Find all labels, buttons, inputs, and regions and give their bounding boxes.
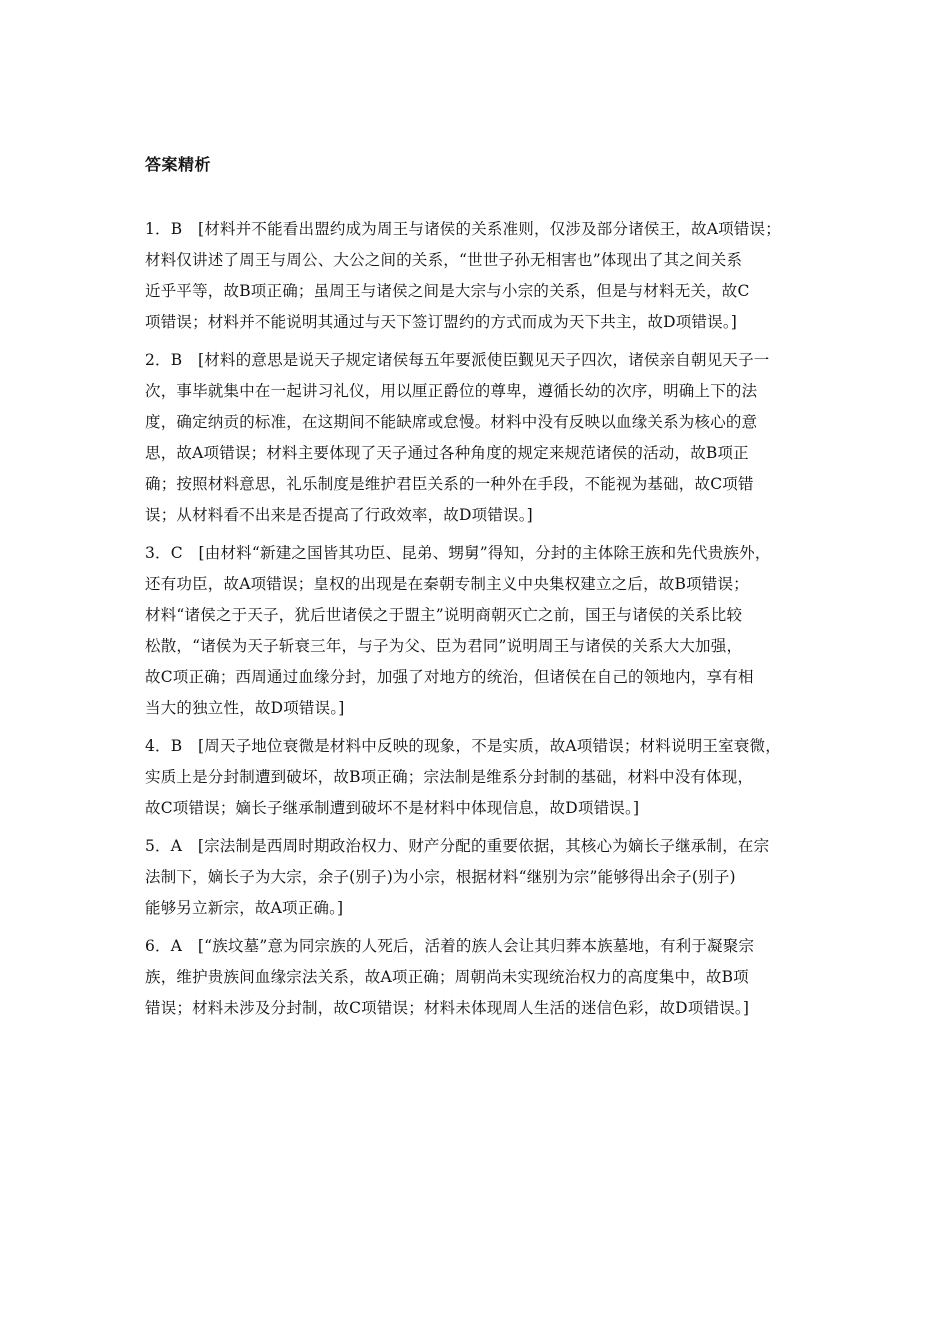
answer-line: 1．B [材料并不能看出盟约成为周王与诸侯的关系准则，仅涉及部分诸侯王，故A项错误； bbox=[145, 220, 781, 238]
answer-item-2 bbox=[145, 345, 820, 531]
answer-item-1 bbox=[145, 214, 820, 338]
answer-line: 材料“诸侯之于天子，犹后世诸侯之于盟主”说明商朝灭亡之前，国王与诸侯的关系比较 bbox=[145, 606, 743, 624]
answer-line: 实质上是分封制遭到破坏，故B项正确；宗法制是维系分封制的基础，材料中没有体现， bbox=[145, 768, 754, 786]
answer-item-3 bbox=[145, 538, 820, 724]
answer-list bbox=[145, 214, 820, 1024]
answer-line: 5．A [宗法制是西周时期政治权力、财产分配的重要依据，其核心为嫡长子继承制，在宗 bbox=[145, 837, 770, 855]
answer-line: 当大的独立性，故D项错误。] bbox=[145, 699, 345, 717]
answer-line: 近乎平等，故B项正确；虽周王与诸侯之间是大宗与小宗的关系，但是与材料无关，故C bbox=[145, 282, 750, 300]
answer-line: 度，确定纳贡的标准，在这期间不能缺席或怠慢。材料中没有反映以血缘关系为核心的意 bbox=[145, 413, 758, 431]
answer-item-4 bbox=[145, 731, 820, 824]
answer-line: 误；从材料看不出来是否提高了行政效率，故D项错误。] bbox=[145, 506, 533, 524]
answer-line: 思，故A项错误；材料主要体现了天子通过各种角度的规定来规范诸侯的活动，故B项正 bbox=[145, 444, 749, 462]
answer-item-5 bbox=[145, 831, 820, 924]
answer-line: 3．C [由材料“新建之国皆其功臣、昆弟、甥舅”得知，分封的主体除王族和先代贵族外， bbox=[145, 544, 771, 562]
answer-line: 能够另立新宗，故A项正确。] bbox=[145, 899, 344, 917]
answer-line: 6．A [“族坟墓”意为同宗族的人死后，活着的族人会让其归葬本族墓地，有利于凝聚宗 bbox=[145, 937, 755, 955]
answer-line: 故C项正确；西周通过血缘分封，加强了对地方的统治，但诸侯在自己的领地内，享有相 bbox=[145, 668, 754, 686]
answer-line: 次，事毕就集中在一起讲习礼仪，用以厘正爵位的尊卑，遵循长幼的次序，明确上下的法 bbox=[145, 382, 758, 400]
answer-line: 法制下，嫡长子为大宗，余子(别子)为小宗，根据材料“继别为宗”能够得出余子(别子) bbox=[145, 868, 736, 886]
answer-line: 材料仅讲述了周王与周公、大公之间的关系，“世世子孙无相害也”体现出了其之间关系 bbox=[145, 251, 743, 269]
answer-line: 族，维护贵族间血缘宗法关系，故A项正确；周朝尚未实现统治权力的高度集中，故B项 bbox=[145, 968, 749, 986]
section-heading: 答案精析 bbox=[145, 155, 212, 174]
answer-line: 4．B [周天子地位衰微是材料中反映的现象，不是实质，故A项错误；材料说明王室衰微， bbox=[145, 737, 781, 755]
answer-line: 错误；材料未涉及分封制，故C项错误；材料未体现周人生活的迷信色彩，故D项错误。] bbox=[145, 999, 750, 1017]
answer-line: 确；按照材料意思，礼乐制度是维护君臣关系的一种外在手段，不能视为基础，故C项错 bbox=[145, 475, 754, 493]
answer-item-6 bbox=[145, 931, 820, 1024]
answer-line: 松散，“诸侯为天子斩衰三年，与子为父、臣为君同”说明周王与诸侯的关系大大加强， bbox=[145, 637, 743, 655]
answer-line: 还有功臣，故A项错误；皇权的出现是在秦朝专制主义中央集权建立之后，故B项错误； bbox=[145, 575, 749, 593]
answer-line: 2．B [材料的意思是说天子规定诸侯每五年要派使臣觐见天子四次，诸侯亲自朝见天子一 bbox=[145, 351, 770, 369]
answer-line: 故C项错误；嫡长子继承制遭到破坏不是材料中体现信息，故D项错误。] bbox=[145, 799, 640, 817]
answer-line: 项错误；材料并不能说明其通过与天下签订盟约的方式而成为天下共主，故D项错误。] bbox=[145, 313, 738, 331]
